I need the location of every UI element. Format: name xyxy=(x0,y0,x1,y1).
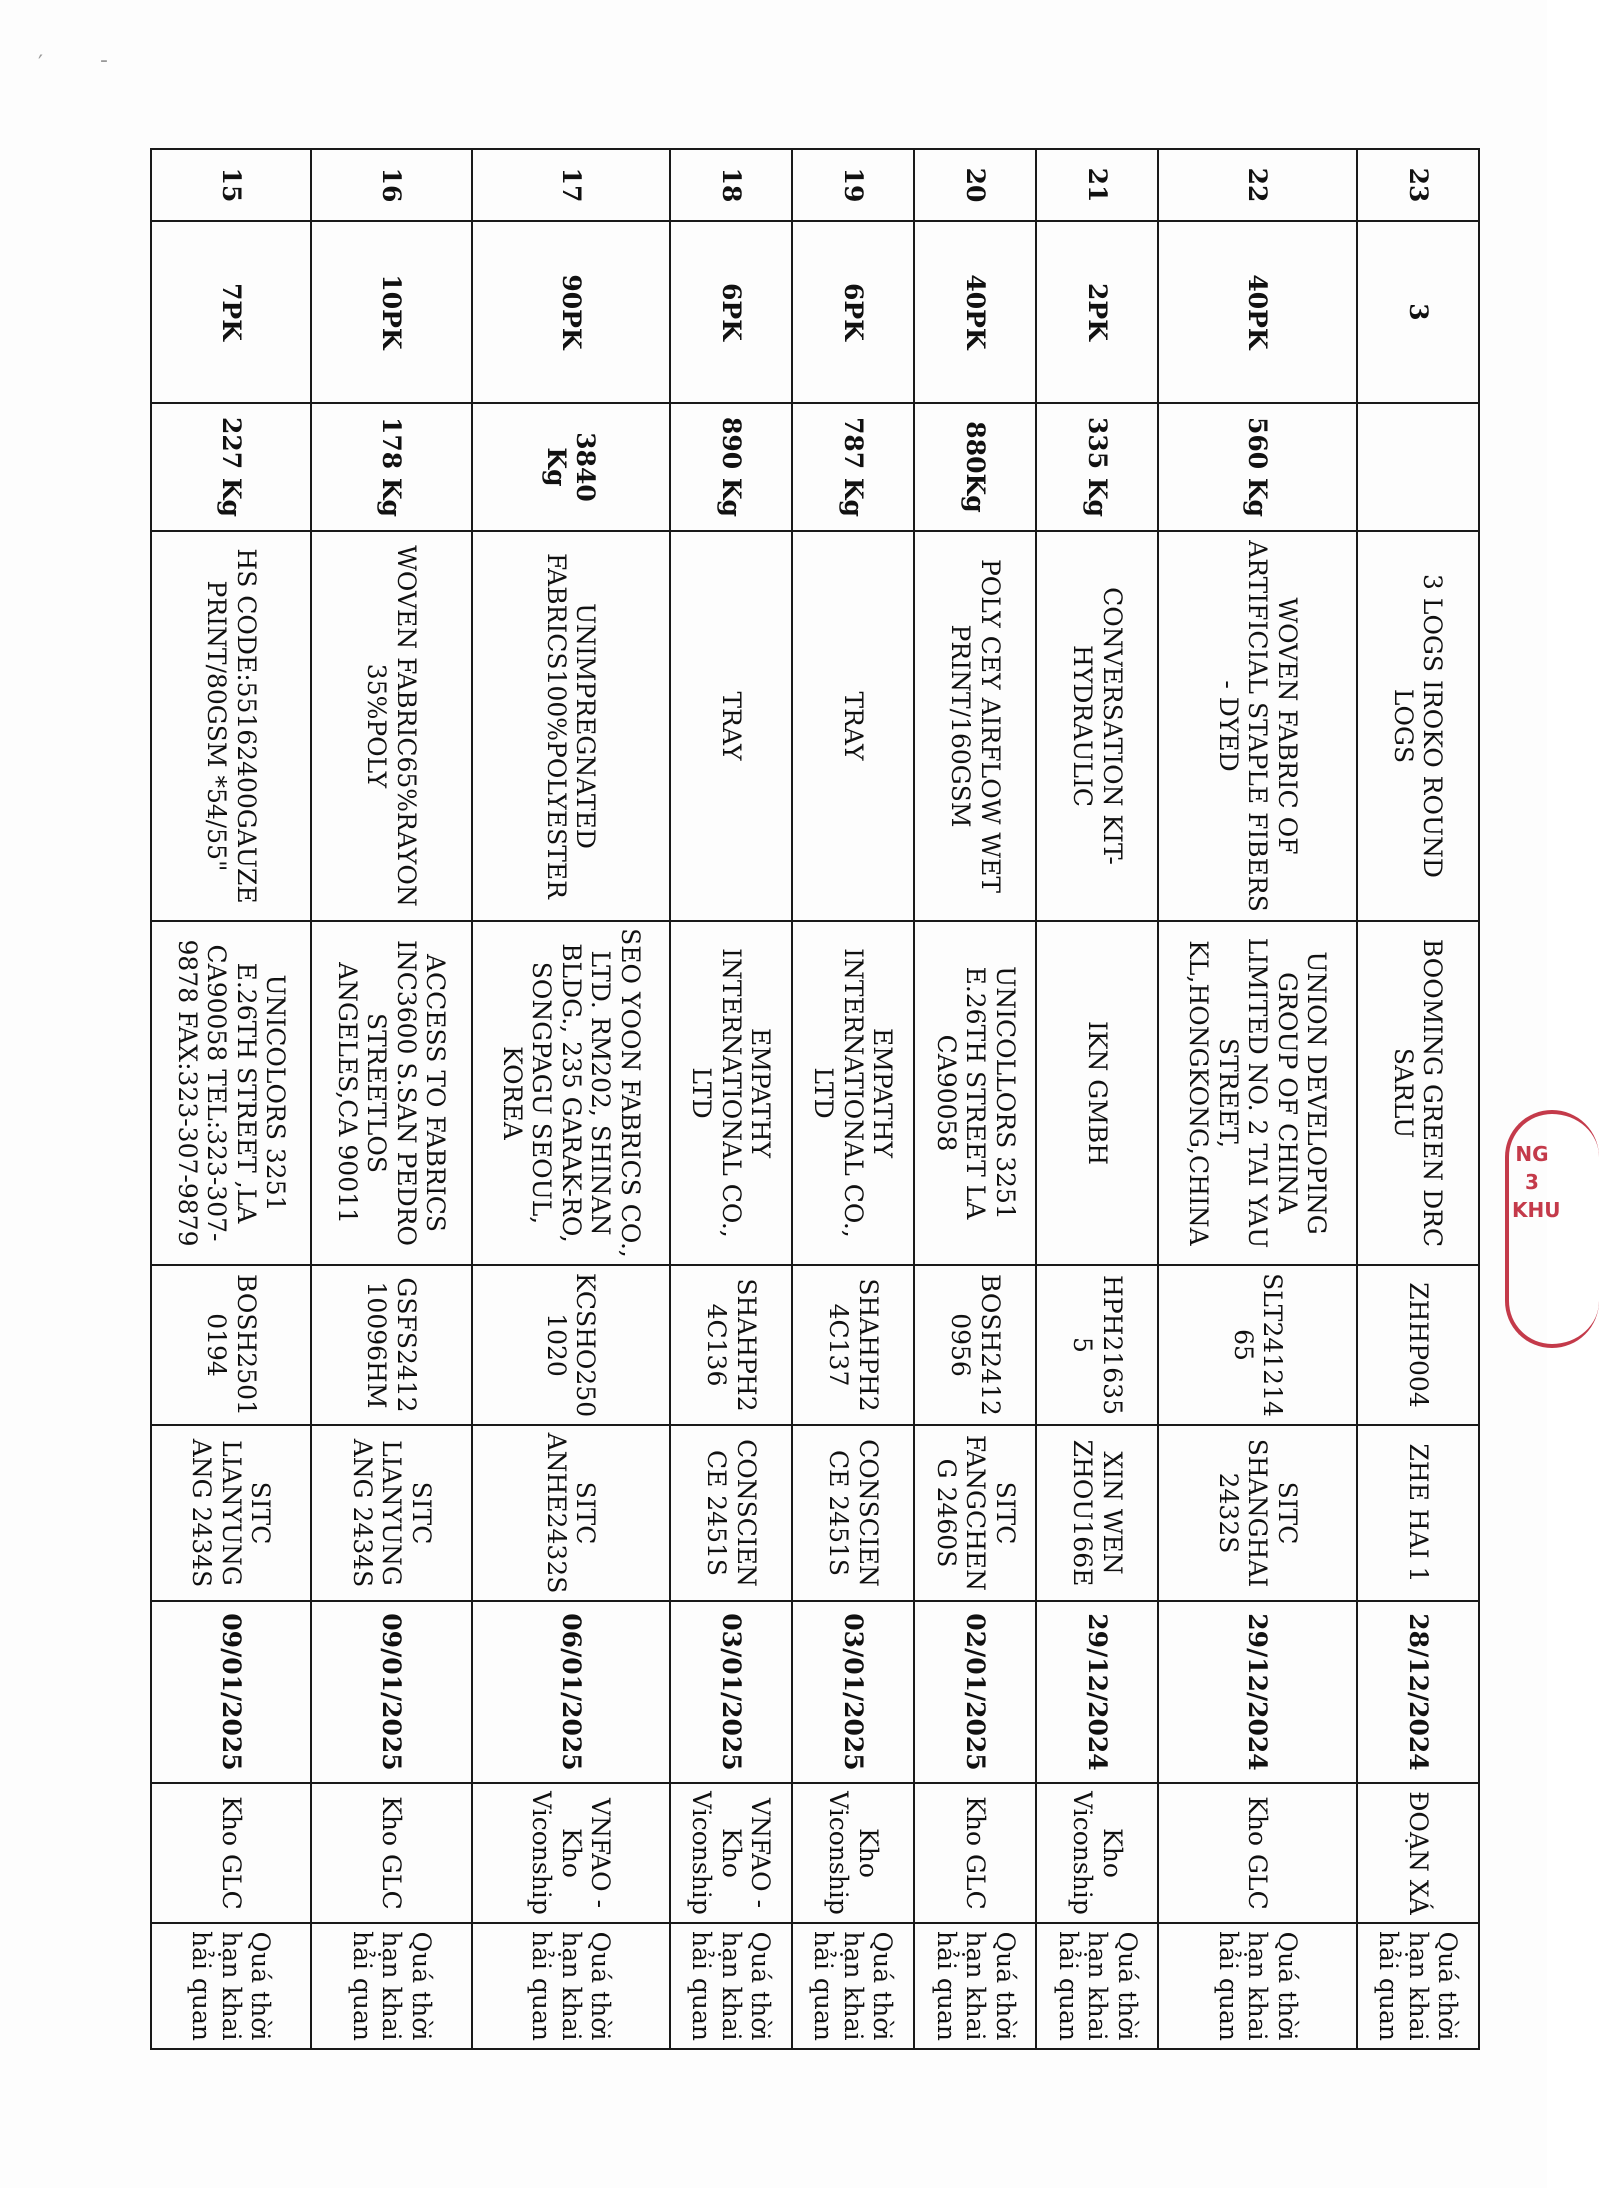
description-cell: WOVEN FABRIC OF ARTIFICIAL STAPLE FIBERS - DYED xyxy=(1158,531,1356,921)
row-number: 17 xyxy=(472,149,670,221)
table-row xyxy=(311,149,471,2049)
date-cell: 02/01/2025 xyxy=(914,1601,1036,1783)
bill-number-cell: BOSH25010194 xyxy=(151,1265,311,1425)
status-cell: Quá thời hạn khai hải quan xyxy=(311,1923,471,2049)
table-row xyxy=(792,149,914,2049)
status-cell: Quá thời hạn khai hải quan xyxy=(472,1923,670,2049)
bill-number-cell: GSFS241210096HM xyxy=(311,1265,471,1425)
status-cell: Quá thời hạn khai hải quan xyxy=(1357,1923,1479,2049)
consignee-cell: EMPATHY INTERNATIONAL CO., LTD xyxy=(670,921,792,1265)
status-cell: Quá thời hạn khai hải quan xyxy=(1158,1923,1356,2049)
packages-cell: 2PK xyxy=(1036,221,1158,403)
scan-mark: ′ xyxy=(38,52,43,77)
packages-cell: 40PK xyxy=(1158,221,1356,403)
date-cell: 09/01/2025 xyxy=(151,1601,311,1783)
description-cell: CONVERSATION KIT-HYDRAULIC xyxy=(1036,531,1158,921)
description-cell: 3 LOGS IROKO ROUND LOGS xyxy=(1357,531,1479,921)
description-cell: WOVEN FABRIC65%RAYON 35%POLY xyxy=(311,531,471,921)
date-cell: 03/01/2025 xyxy=(792,1601,914,1783)
rotated-table-wrapper xyxy=(150,148,1480,2048)
description-cell: TRAY xyxy=(670,531,792,921)
status-cell: Quá thời hạn khai hải quan xyxy=(670,1923,792,2049)
bill-number-cell: KCSHO2501020 xyxy=(472,1265,670,1425)
date-cell: 03/01/2025 xyxy=(670,1601,792,1783)
warehouse-cell: Kho Viconship xyxy=(792,1783,914,1923)
row-number: 21 xyxy=(1036,149,1158,221)
consignee-cell: ACCESS TO FABRICS INC3600 S.SAN PEDRO STREETLOS ANGELES,CA 90011 xyxy=(311,921,471,1265)
cargo-table xyxy=(150,148,1480,2050)
consignee-cell: EMPATHY INTERNATIONAL CO., LTD xyxy=(792,921,914,1265)
weight-cell: 787 Kg xyxy=(792,403,914,531)
packages-cell: 6PK xyxy=(670,221,792,403)
row-number: 20 xyxy=(914,149,1036,221)
warehouse-cell: Kho GLC xyxy=(1158,1783,1356,1923)
table-row xyxy=(1158,149,1356,2049)
row-number: 16 xyxy=(311,149,471,221)
consignee-cell: BOOMING GREEN DRC SARLU xyxy=(1357,921,1479,1265)
table-body xyxy=(151,149,1479,2049)
date-cell: 29/12/2024 xyxy=(1158,1601,1356,1783)
warehouse-cell: ĐOẠN XÁ xyxy=(1357,1783,1479,1923)
weight-cell: 3840 Kg xyxy=(472,403,670,531)
status-cell: Quá thời hạn khai hải quan xyxy=(914,1923,1036,2049)
date-cell: 28/12/2024 xyxy=(1357,1601,1479,1783)
status-cell: Quá thời hạn khai hải quan xyxy=(151,1923,311,2049)
packages-cell: 10PK xyxy=(311,221,471,403)
bill-number-cell: SHAHPH24C137 xyxy=(792,1265,914,1425)
vessel-cell: SITC LIANYUNGANG 2434S xyxy=(311,1425,471,1601)
weight-cell: 890 Kg xyxy=(670,403,792,531)
vessel-cell: XIN WEN ZHOU166E xyxy=(1036,1425,1158,1601)
weight-cell: 880Kg xyxy=(914,403,1036,531)
packages-cell: 90PK xyxy=(472,221,670,403)
packages-cell: 3 xyxy=(1357,221,1479,403)
packages-cell: 40PK xyxy=(914,221,1036,403)
status-cell: Quá thời hạn khai hải quan xyxy=(1036,1923,1158,2049)
table-row xyxy=(1036,149,1158,2049)
row-number: 22 xyxy=(1158,149,1356,221)
bill-number-cell: SLT24121465 xyxy=(1158,1265,1356,1425)
row-number: 23 xyxy=(1357,149,1479,221)
status-cell: Quá thời hạn khai hải quan xyxy=(792,1923,914,2049)
packages-cell: 6PK xyxy=(792,221,914,403)
consignee-cell: UNICOLLORS 3251 E.26TH STREET LA CA90058 xyxy=(914,921,1036,1265)
vessel-cell: CONSCIENCE 2451S xyxy=(670,1425,792,1601)
weight-cell xyxy=(1357,403,1479,531)
row-number: 18 xyxy=(670,149,792,221)
consignee-cell: SEO YOON FABRICS CO., LTD. RM202, SHINAN BLDG., 235 GARAK-RO, SONGPAGU SEOUL, KOREA xyxy=(472,921,670,1265)
warehouse-cell: VNFAO - Kho Viconship xyxy=(472,1783,670,1923)
customs-stamp-text: NG 3 KHU xyxy=(1512,1142,1561,1222)
vessel-cell: ZHE HAI 1 xyxy=(1357,1425,1479,1601)
table-row xyxy=(1357,149,1479,2049)
description-cell: TRAY xyxy=(792,531,914,921)
table-row xyxy=(472,149,670,2049)
packages-cell: 7PK xyxy=(151,221,311,403)
bill-number-cell: ZHHP004 xyxy=(1357,1265,1479,1425)
date-cell: 06/01/2025 xyxy=(472,1601,670,1783)
vessel-cell: SITC ANHE2432S xyxy=(472,1425,670,1601)
scan-mark: - xyxy=(100,48,108,73)
consignee-cell: IKN GMBH xyxy=(1036,921,1158,1265)
table-row xyxy=(151,149,311,2049)
warehouse-cell: Kho GLC xyxy=(914,1783,1036,1923)
vessel-cell: SITC LIANYUNGANG 2434S xyxy=(151,1425,311,1601)
weight-cell: 227 Kg xyxy=(151,403,311,531)
bill-number-cell: HPH216355 xyxy=(1036,1265,1158,1425)
date-cell: 29/12/2024 xyxy=(1036,1601,1158,1783)
warehouse-cell: Kho GLC xyxy=(311,1783,471,1923)
table-row xyxy=(914,149,1036,2049)
description-cell: POLY CEY AIRFLOW WET PRINT/160GSM xyxy=(914,531,1036,921)
bill-number-cell: SHAHPH24C136 xyxy=(670,1265,792,1425)
warehouse-cell: Kho Viconship xyxy=(1036,1783,1158,1923)
weight-cell: 560 Kg xyxy=(1158,403,1356,531)
weight-cell: 178 Kg xyxy=(311,403,471,531)
table-row xyxy=(670,149,792,2049)
vessel-cell: SITC SHANGHAI 2432S xyxy=(1158,1425,1356,1601)
consignee-cell: UNICOLORS 3251 E.26TH STREET ,LA CA90058 TEL:323-307-9878 FAX:323-307-9879 xyxy=(151,921,311,1265)
row-number: 15 xyxy=(151,149,311,221)
weight-cell: 335 Kg xyxy=(1036,403,1158,531)
description-cell: UNIMPREGNATED FABRICS100%POLYESTER xyxy=(472,531,670,921)
bill-number-cell: BOSH24120956 xyxy=(914,1265,1036,1425)
warehouse-cell: VNFAO - Kho Viconship xyxy=(670,1783,792,1923)
row-number: 19 xyxy=(792,149,914,221)
consignee-cell: UNION DEVELOPING GROUP OF CHINA LIMITED NO. 2 TAI YAU STREET, KL,HONGKONG,CHINA xyxy=(1158,921,1356,1265)
warehouse-cell: Kho GLC xyxy=(151,1783,311,1923)
date-cell: 09/01/2025 xyxy=(311,1601,471,1783)
vessel-cell: CONSCIENCE 2451S xyxy=(792,1425,914,1601)
description-cell: HS CODE:55162400GAUZE PRINT/80GSM *54/55" xyxy=(151,531,311,921)
vessel-cell: SITC FANGCHENG 2460S xyxy=(914,1425,1036,1601)
